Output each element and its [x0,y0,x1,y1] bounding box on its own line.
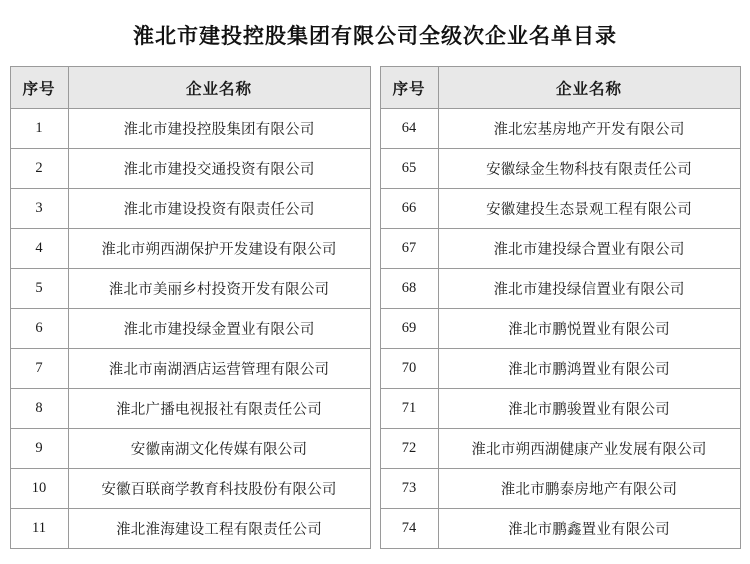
cell-index: 70 [380,349,438,389]
column-header-company-name: 企业名称 [68,67,370,109]
table-row [10,469,370,509]
cell-index: 7 [10,349,68,389]
table-row [10,229,370,269]
table-row [10,109,370,149]
roster-tables-container [0,66,750,549]
cell-index: 4 [10,229,68,269]
cell-company-name: 淮北市朔西湖保护开发建设有限公司 [68,229,370,269]
table-header-row [380,67,740,109]
table-row [380,109,740,149]
table-row [380,349,740,389]
cell-company-name: 淮北市鹏骏置业有限公司 [438,389,740,429]
cell-index: 5 [10,269,68,309]
cell-index: 10 [10,469,68,509]
cell-company-name: 淮北市建投绿信置业有限公司 [438,269,740,309]
table-row [10,269,370,309]
table-row [10,149,370,189]
cell-index: 1 [10,109,68,149]
cell-company-name: 淮北市朔西湖健康产业发展有限公司 [438,429,740,469]
cell-company-name: 淮北市建投交通投资有限公司 [68,149,370,189]
table-row [380,229,740,269]
cell-index: 64 [380,109,438,149]
cell-index: 71 [380,389,438,429]
cell-company-name: 淮北宏基房地产开发有限公司 [438,109,740,149]
page-title: 淮北市建投控股集团有限公司全级次企业名单目录 [133,24,617,48]
cell-company-name: 淮北市建投控股集团有限公司 [68,109,370,149]
cell-company-name: 淮北市鹏鸿置业有限公司 [438,349,740,389]
roster-table-left [10,66,371,549]
cell-company-name: 淮北市南湖酒店运营管理有限公司 [68,349,370,389]
table-row [10,429,370,469]
table-body-right [380,109,740,549]
table-row [380,269,740,309]
cell-company-name: 淮北广播电视报社有限责任公司 [68,389,370,429]
cell-company-name: 安徽建投生态景观工程有限公司 [438,189,740,229]
cell-index: 68 [380,269,438,309]
cell-index: 9 [10,429,68,469]
table-row [380,429,740,469]
table-body-left [10,109,370,549]
table-header-row [10,67,370,109]
cell-company-name: 安徽绿金生物科技有限责任公司 [438,149,740,189]
column-header-index: 序号 [380,67,438,109]
table-row [380,469,740,509]
cell-index: 67 [380,229,438,269]
cell-company-name: 淮北市鹏鑫置业有限公司 [438,509,740,549]
column-header-company-name: 企业名称 [438,67,740,109]
cell-index: 3 [10,189,68,229]
table-row [10,349,370,389]
cell-index: 66 [380,189,438,229]
cell-index: 6 [10,309,68,349]
cell-index: 2 [10,149,68,189]
cell-company-name: 淮北市建设投资有限责任公司 [68,189,370,229]
roster-table-right [380,66,741,549]
table-row [10,189,370,229]
cell-company-name: 淮北市建投绿合置业有限公司 [438,229,740,269]
cell-index: 8 [10,389,68,429]
cell-company-name: 淮北市美丽乡村投资开发有限公司 [68,269,370,309]
table-row [380,389,740,429]
cell-index: 72 [380,429,438,469]
table-row [380,309,740,349]
cell-index: 65 [380,149,438,189]
cell-index: 69 [380,309,438,349]
table-row [380,189,740,229]
cell-company-name: 淮北淮海建设工程有限责任公司 [68,509,370,549]
table-row [10,309,370,349]
table-row [380,509,740,549]
cell-index: 74 [380,509,438,549]
cell-company-name: 淮北市鹏悦置业有限公司 [438,309,740,349]
table-header-right [380,67,740,109]
cell-index: 11 [10,509,68,549]
cell-company-name: 安徽南湖文化传媒有限公司 [68,429,370,469]
column-header-index: 序号 [10,67,68,109]
cell-index: 73 [380,469,438,509]
table-row [10,509,370,549]
cell-company-name: 淮北市鹏泰房地产有限公司 [438,469,740,509]
table-row [10,389,370,429]
table-row [380,149,740,189]
cell-company-name: 淮北市建投绿金置业有限公司 [68,309,370,349]
cell-company-name: 安徽百联商学教育科技股份有限公司 [68,469,370,509]
table-header-left [10,67,370,109]
